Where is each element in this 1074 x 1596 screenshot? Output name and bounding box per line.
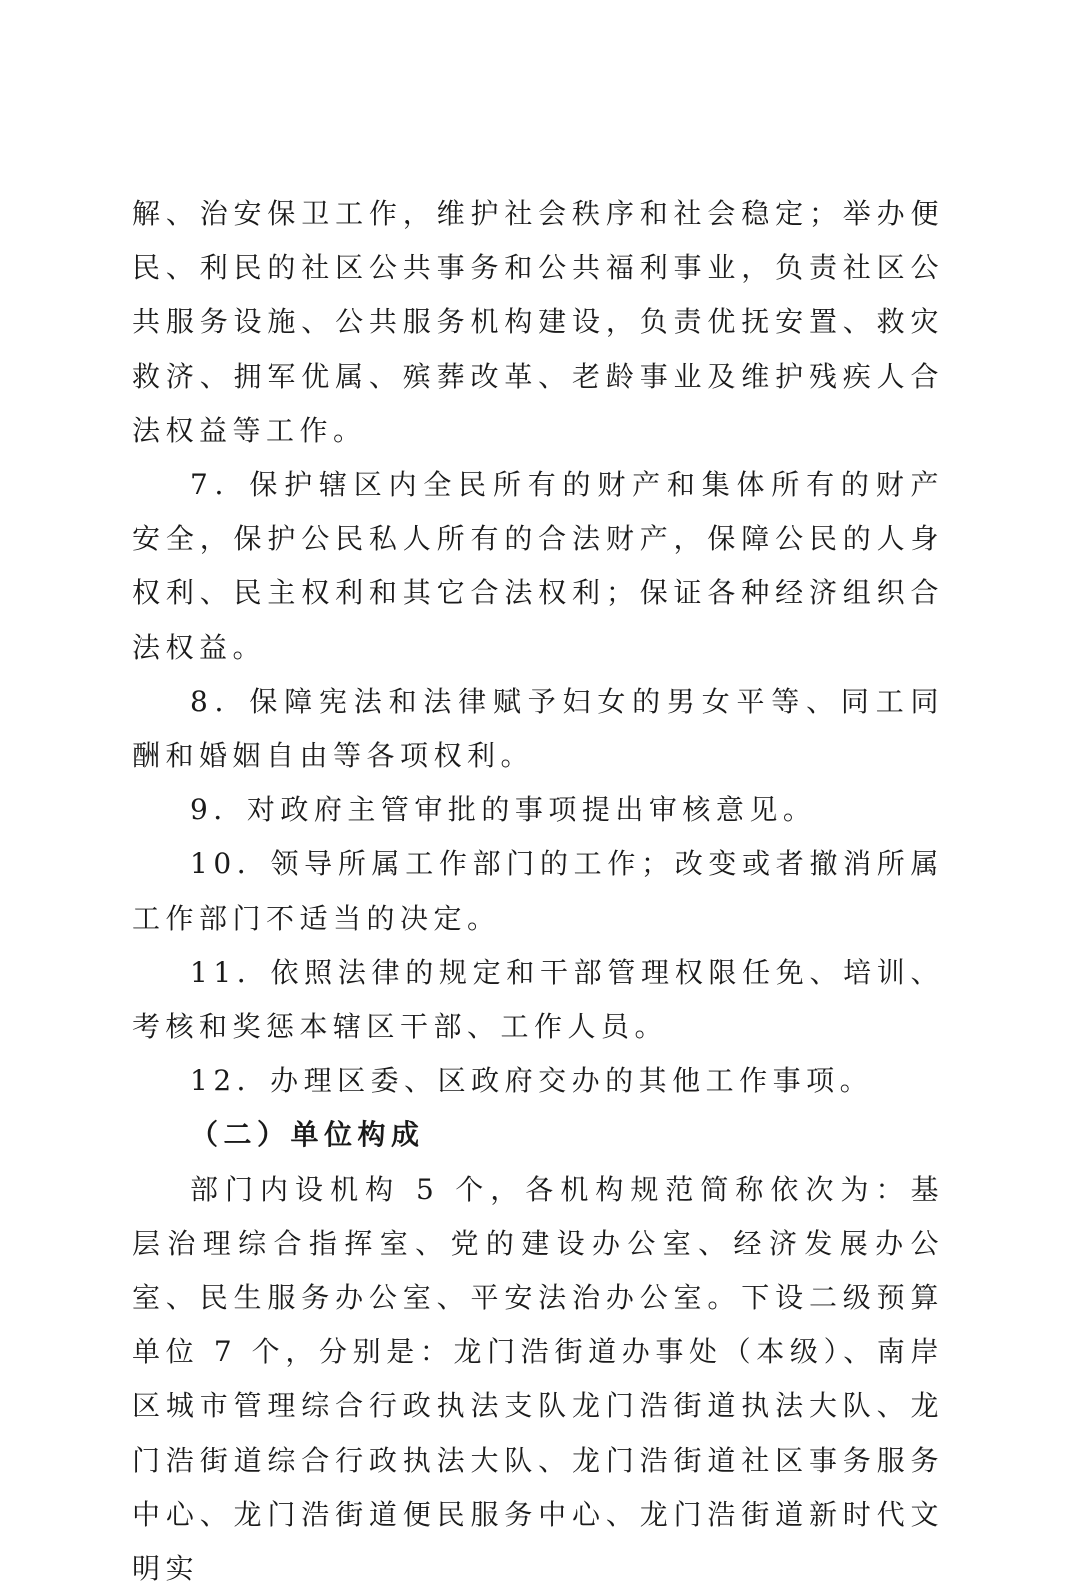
paragraph-duty-9: 9．对政府主管审批的事项提出审核意见。 [190,793,817,827]
paragraph-duty-10: 10．领导所属工作部门的工作；改变或者撤消所属工作部门不适当的决定。 [132,847,944,935]
paragraph-unit-composition: 部门内设机构 5 个，各机构规范简称依次为：基层治理综合指挥室、党的建设办公室、经济发展办公室、民生服务办公室、平安法治办公室。下设二级预算单位 7 个，分别是：龙门浩街道办事处（本级）、南岸区城市管理综合行政执法支队龙门浩街道执法大队、龙门浩街道综合行政执法大队、龙门浩街道社区事务服务中心、龙门浩街道便民服务中心、龙门浩街道新时代文明实 [132,1172,944,1586]
paragraph-duty-11: 11．依照法律的规定和干部管理权限任免、培训、考核和奖惩本辖区干部、工作人员。 [132,955,944,1044]
paragraph-duty-7: 7．保护辖区内全民所有的财产和集体所有的财产安全，保护公民私人所有的合法财产，保障公民的人身权利、民主权利和其它合法权利；保证各种经济组织合法权益。 [132,468,944,664]
paragraph-duty-8: 8．保障宪法和法律赋予妇女的男女平等、同工同酬和婚姻自由等各项权利。 [132,684,944,773]
paragraph-duty-12: 12．办理区委、区政府交办的其他工作事项。 [190,1064,874,1098]
document-body [132,187,944,1596]
section-heading-unit-composition: （二）单位构成 [190,1118,425,1152]
paragraph-duty-6-continued: 解、治安保卫工作，维护社会秩序和社会稳定；举办便民、利民的社区公共事务和公共福利事业，负责社区公共服务设施、公共服务机构建设，负责优抚安置、救灾救济、拥军优属、殡葬改革、老龄事业及维护残疾人合法权益等工作。 [132,197,944,447]
